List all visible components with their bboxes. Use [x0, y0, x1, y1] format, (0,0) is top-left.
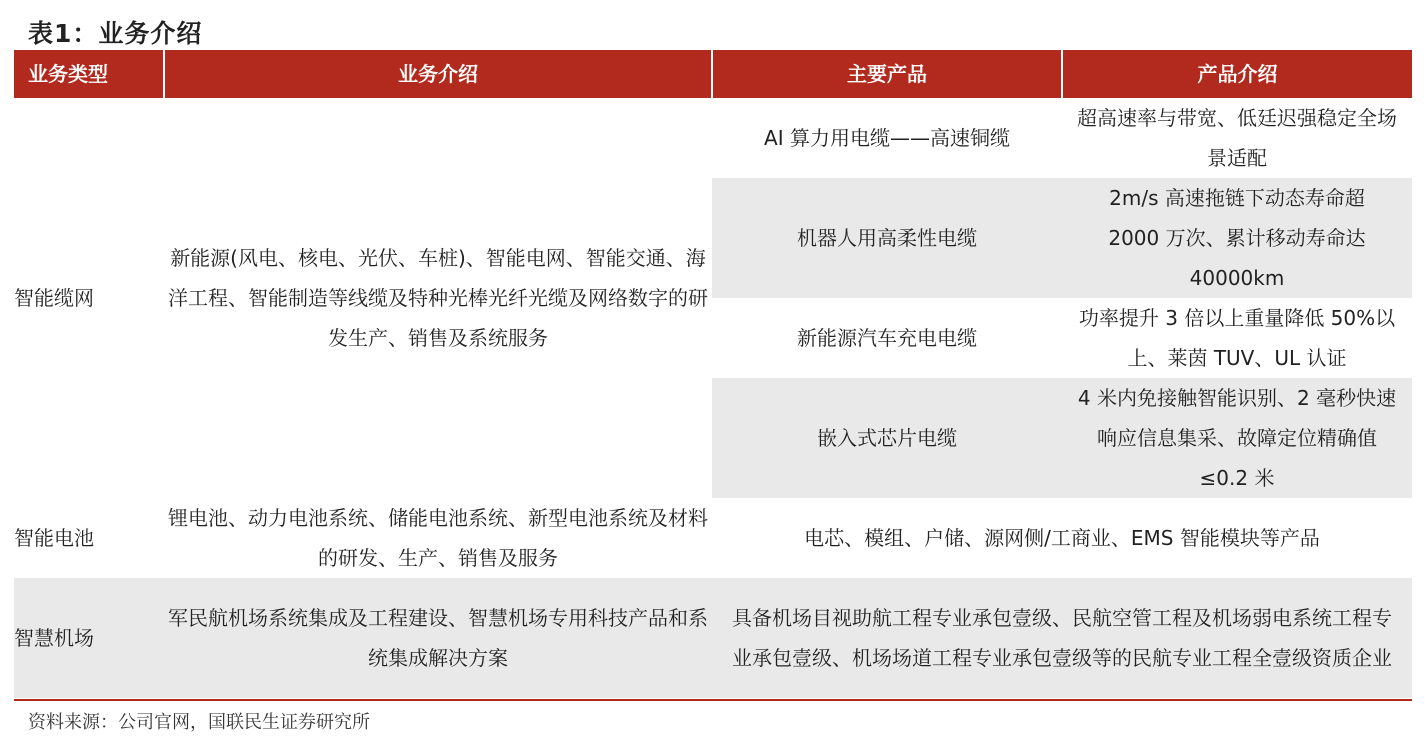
airport-products-cell: 具备机场目视助航工程专业承包壹级、民航空管工程及机场弱电系统工程专业承包壹级、机场场道工程专业承包壹级等的民航专业工程全壹级资质企业: [712, 578, 1412, 698]
table-row-cable-1: [14, 98, 1412, 178]
table-bottom-rule: [14, 699, 1412, 701]
cable-product-desc: 2m/s 高速拖链下动态寿命超 2000 万次、累计移动寿命达 40000km: [1062, 178, 1412, 298]
business-table: [14, 50, 1412, 698]
table-title: 表1：业务介绍: [28, 19, 203, 48]
cable-product-desc: 超高速率与带宽、低廷迟强稳定全场景适配: [1062, 98, 1412, 178]
cable-type-cell: 智能缆网: [14, 98, 164, 498]
battery-products-cell: 电芯、模组、户储、源网侧/工商业、EMS 智能模块等产品: [712, 498, 1412, 578]
source-note: 资料来源：公司官网，国联民生证券研究所: [28, 712, 370, 733]
header-product-intro: 产品介绍: [1062, 50, 1412, 98]
cable-product-name: 嵌入式芯片电缆: [712, 378, 1062, 498]
cable-product-name: 机器人用高柔性电缆: [712, 178, 1062, 298]
airport-type-cell: 智慧机场: [14, 578, 164, 698]
header-business-intro: 业务介绍: [164, 50, 712, 98]
header-main-products: 主要产品: [712, 50, 1062, 98]
cable-product-name: AI 算力用电缆——高速铜缆: [712, 98, 1062, 178]
table-header-row: [14, 50, 1412, 98]
battery-intro-cell: 锂电池、动力电池系统、储能电池系统、新型电池系统及材料的研发、生产、销售及服务: [164, 498, 712, 578]
airport-intro-cell: 军民航机场系统集成及工程建设、智慧机场专用科技产品和系统集成解决方案: [164, 578, 712, 698]
battery-type-cell: 智能电池: [14, 498, 164, 578]
table-row-battery: [14, 498, 1412, 578]
table-row-airport: [14, 578, 1412, 698]
header-business-type: 业务类型: [14, 50, 164, 98]
cable-intro-cell: 新能源(风电、核电、光伏、车桩)、智能电网、智能交通、海洋工程、智能制造等线缆及特种光棒光纤光缆及网络数字的研发生产、销售及系统服务: [164, 98, 712, 498]
cable-product-desc: 4 米内免接触智能识别、2 毫秒快速响应信息集采、故障定位精确值≤0.2 米: [1062, 378, 1412, 498]
cable-product-name: 新能源汽车充电电缆: [712, 298, 1062, 378]
cable-product-desc: 功率提升 3 倍以上重量降低 50%以上、莱茵 TUV、UL 认证: [1062, 298, 1412, 378]
